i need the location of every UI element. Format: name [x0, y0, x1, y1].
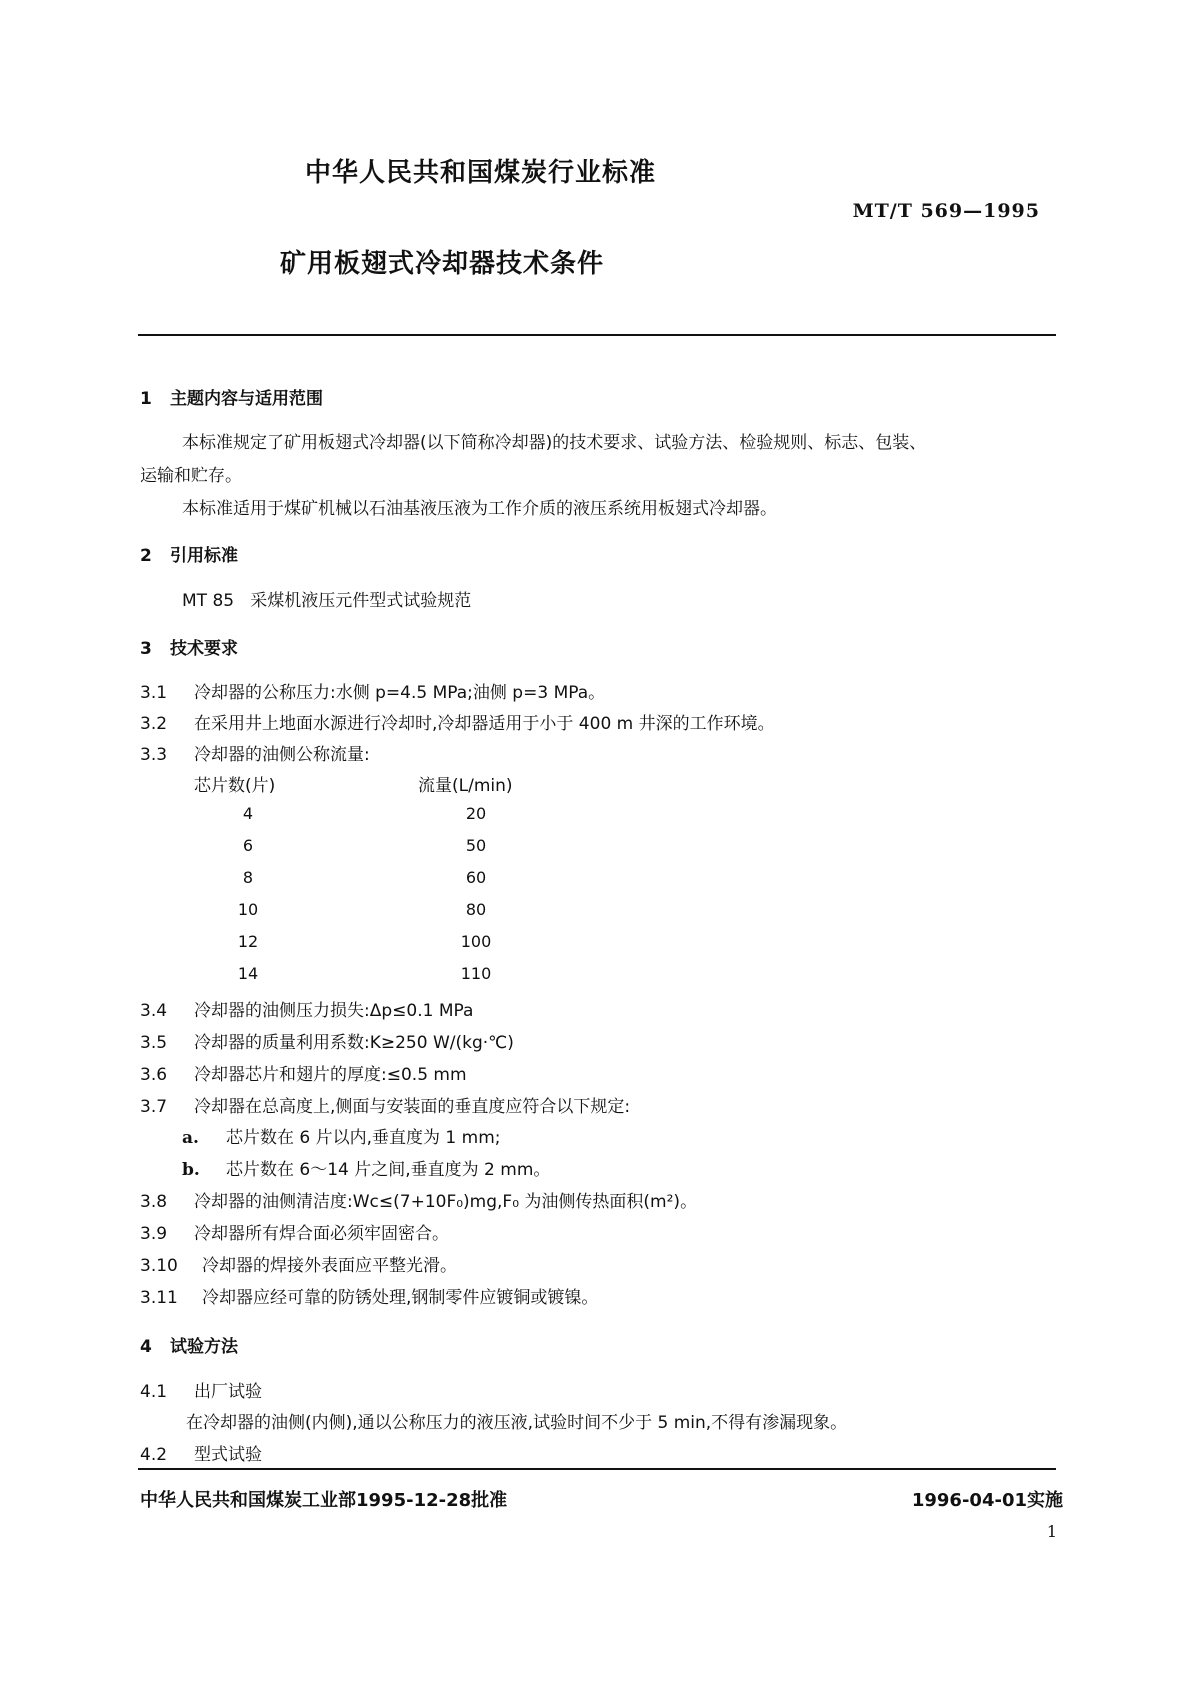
- section-4-heading: [140, 1332, 238, 1357]
- table-cell: 80: [465, 900, 487, 919]
- section-title: 技术要求: [170, 639, 238, 659]
- table-cell: 10: [237, 900, 259, 919]
- clause-number: 3.6: [140, 1065, 168, 1085]
- clause-text: 冷却器芯片和翅片的厚度:≤0.5 mm: [194, 1065, 467, 1085]
- clause-number: 3.9: [140, 1224, 168, 1244]
- section-2-heading: [140, 541, 238, 566]
- clause-number: 3.7: [140, 1097, 168, 1117]
- footer-rule: [138, 1468, 1056, 1470]
- clause-text: 冷却器的油侧压力损失:Δp≤0.1 MPa: [194, 1001, 474, 1021]
- clause-text: 冷却器所有焊合面必须牢固密合。: [194, 1224, 449, 1244]
- paragraph: 本标准规定了矿用板翅式冷却器(以下简称冷却器)的技术要求、试验方法、检验规则、标志、包装、: [182, 433, 927, 453]
- paragraph: 在冷却器的油侧(内侧),通以公称压力的液压液,试验时间不少于 5 min,不得有渗漏现象。: [186, 1413, 848, 1433]
- clause-3-3: [140, 740, 370, 765]
- clause-number: 3.3: [140, 745, 168, 765]
- clause-number: 3.10: [140, 1256, 178, 1276]
- table-cell: 14: [237, 964, 259, 983]
- clause-3-8: [140, 1187, 697, 1212]
- section-number: 3: [140, 639, 152, 659]
- clause-number: 3.4: [140, 1001, 168, 1021]
- list-marker: b.: [182, 1160, 200, 1180]
- header-rule: [138, 334, 1056, 336]
- clause-text: 冷却器的油侧公称流量:: [194, 745, 370, 765]
- clause-4-1: [140, 1377, 262, 1402]
- clause-text: 冷却器在总高度上,侧面与安装面的垂直度应符合以下规定:: [194, 1097, 631, 1117]
- page-number: 1: [1046, 1522, 1057, 1541]
- clause-number: 4.1: [140, 1382, 168, 1402]
- clause-number: 3.2: [140, 714, 168, 734]
- approval-line: 中华人民共和国煤炭工业部1995-12-28批准: [140, 1490, 508, 1511]
- list-item-a: [182, 1123, 501, 1148]
- clause-3-4: [140, 996, 473, 1021]
- table-cell: 20: [465, 804, 487, 823]
- clause-3-5: [140, 1028, 514, 1053]
- section-title: 引用标准: [170, 546, 238, 566]
- clause-text: 冷却器的质量利用系数:K≥250 W/(kg·℃): [194, 1033, 514, 1053]
- paragraph: 本标准适用于煤矿机械以石油基液压液为工作介质的液压系统用板翅式冷却器。: [182, 499, 777, 519]
- section-1-heading: [140, 384, 323, 409]
- section-title: 试验方法: [170, 1337, 238, 1357]
- clause-number: 3.8: [140, 1192, 168, 1212]
- clause-3-11: [140, 1283, 598, 1308]
- section-number: 1: [140, 389, 152, 409]
- clause-number: 3.11: [140, 1288, 178, 1308]
- list-text: 芯片数在 6 片以内,垂直度为 1 mm;: [226, 1128, 501, 1148]
- implementation-date: 1996-04-01实施: [911, 1490, 1063, 1511]
- clause-number: 4.2: [140, 1445, 168, 1465]
- table-cell: 8: [242, 868, 254, 887]
- section-title: 主题内容与适用范围: [170, 389, 323, 409]
- table-cell: 110: [460, 964, 492, 983]
- clause-3-9: [140, 1219, 449, 1244]
- clause-3-2: [140, 709, 775, 734]
- list-marker: a.: [182, 1128, 199, 1148]
- table-cell: 50: [465, 836, 487, 855]
- table-header-flow: 流量(L/min): [418, 776, 513, 796]
- clause-text: 在采用井上地面水源进行冷却时,冷却器适用于小于 400 m 井深的工作环境。: [194, 714, 775, 734]
- standard-code: MT/T 569—1995: [852, 200, 1040, 222]
- list-item-b: [182, 1155, 550, 1180]
- section-number: 2: [140, 546, 152, 566]
- clause-text: 冷却器的油侧清洁度:Wc≤(7+10F₀)mg,F₀ 为油侧传热面积(m²)。: [194, 1192, 698, 1212]
- table-cell: 12: [237, 932, 259, 951]
- clause-3-7: [140, 1092, 630, 1117]
- clause-title: 型式试验: [194, 1445, 262, 1465]
- clause-3-6: [140, 1060, 467, 1085]
- list-text: 芯片数在 6～14 片之间,垂直度为 2 mm。: [226, 1160, 551, 1180]
- reference-standard: MT 85 采煤机液压元件型式试验规范: [182, 591, 472, 611]
- section-3-heading: [140, 634, 238, 659]
- clause-title: 出厂试验: [194, 1382, 262, 1402]
- table-cell: 4: [242, 804, 254, 823]
- table-cell: 100: [460, 932, 492, 951]
- clause-3-1: [140, 678, 605, 703]
- clause-4-2: [140, 1440, 262, 1465]
- table-cell: 6: [242, 836, 254, 855]
- clause-text: 冷却器应经可靠的防锈处理,钢制零件应镀铜或镀镍。: [202, 1288, 599, 1308]
- paragraph-continuation: 运输和贮存。: [140, 466, 242, 486]
- clause-number: 3.1: [140, 683, 168, 703]
- document-title: 矿用板翅式冷却器技术条件: [280, 249, 605, 279]
- standard-category: 中华人民共和国煤炭行业标准: [305, 158, 657, 188]
- table-cell: 60: [465, 868, 487, 887]
- clause-number: 3.5: [140, 1033, 168, 1053]
- clause-3-10: [140, 1251, 457, 1276]
- section-number: 4: [140, 1337, 152, 1357]
- table-header-chips: 芯片数(片): [194, 776, 276, 796]
- clause-text: 冷却器的公称压力:水侧 p=4.5 MPa;油侧 p=3 MPa。: [194, 683, 606, 703]
- clause-text: 冷却器的焊接外表面应平整光滑。: [202, 1256, 457, 1276]
